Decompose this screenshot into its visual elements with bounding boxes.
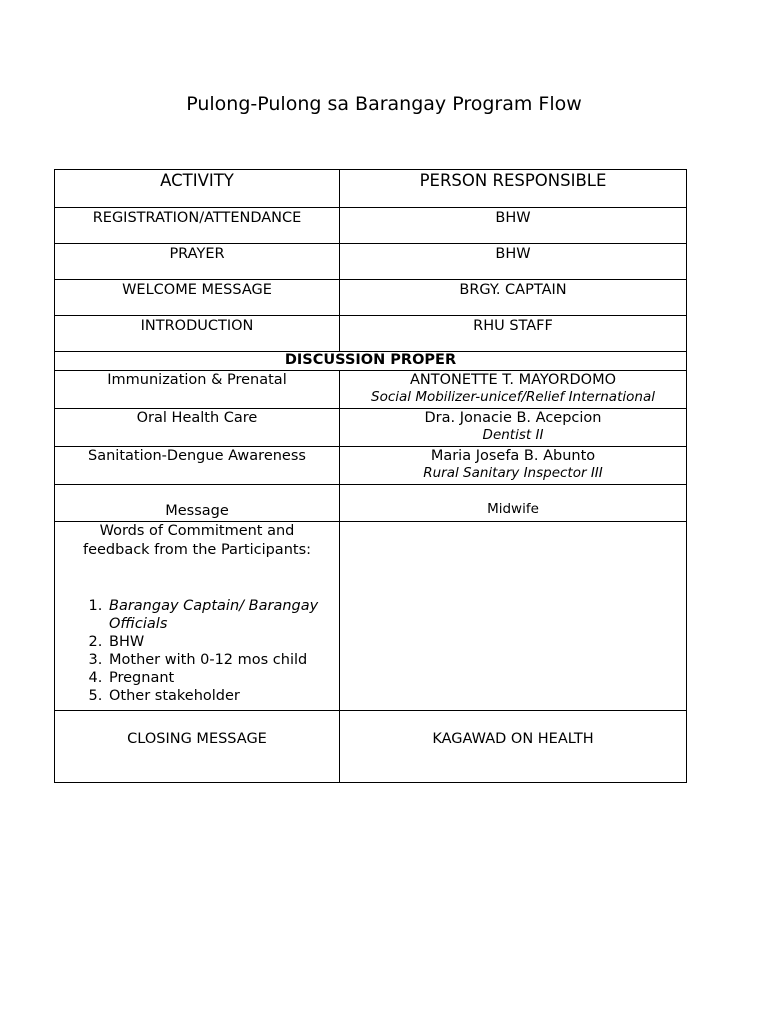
list-item: 4. Pregnant bbox=[107, 669, 339, 687]
person-name: ANTONETTE T. MAYORDOMO bbox=[410, 372, 616, 388]
activity-cell: CLOSING MESSAGE bbox=[55, 711, 340, 783]
table-row bbox=[55, 280, 687, 316]
section-row bbox=[55, 352, 687, 371]
participant-list bbox=[55, 597, 339, 705]
table-row bbox=[55, 371, 687, 409]
table-row bbox=[55, 485, 687, 522]
list-item: 3. Mother with 0-12 mos child bbox=[107, 651, 339, 669]
commitment-heading-line2: feedback from the Participants: bbox=[82, 542, 312, 558]
person-role: Rural Sanitary Inspector III bbox=[423, 465, 603, 481]
header-activity: ACTIVITY bbox=[55, 170, 340, 208]
person-cell: BHW bbox=[340, 244, 687, 280]
person-cell: BHW bbox=[340, 208, 687, 244]
table-row bbox=[55, 208, 687, 244]
activity-cell: REGISTRATION/ATTENDANCE bbox=[55, 208, 340, 244]
person-cell bbox=[340, 409, 687, 447]
message-label: Message bbox=[165, 503, 229, 519]
table-row bbox=[55, 447, 687, 485]
commitment-row bbox=[55, 522, 687, 711]
person-role: Social Mobilizer-unicef/Relief International bbox=[371, 389, 655, 405]
person-cell: BRGY. CAPTAIN bbox=[340, 280, 687, 316]
table-row bbox=[55, 409, 687, 447]
activity-cell: Sanitation-Dengue Awareness bbox=[55, 447, 340, 485]
commitment-cell bbox=[55, 522, 340, 711]
activity-cell: WELCOME MESSAGE bbox=[55, 280, 340, 316]
person-cell: RHU STAFF bbox=[340, 316, 687, 352]
activity-cell: PRAYER bbox=[55, 244, 340, 280]
program-flow-table bbox=[54, 169, 687, 783]
person-cell bbox=[340, 485, 687, 522]
person-cell bbox=[340, 371, 687, 409]
table-row bbox=[55, 711, 687, 783]
list-item: 1. Barangay Captain/ Barangay Officials bbox=[107, 597, 339, 633]
page-title: Pulong-Pulong sa Barangay Program Flow bbox=[186, 93, 582, 115]
table-row bbox=[55, 316, 687, 352]
header-person-responsible: PERSON RESPONSIBLE bbox=[340, 170, 687, 208]
message-person: Midwife bbox=[487, 501, 539, 517]
table-row bbox=[55, 244, 687, 280]
section-heading: DISCUSSION PROPER bbox=[55, 352, 687, 371]
activity-cell bbox=[55, 485, 340, 522]
list-item: 5. Other stakeholder bbox=[107, 687, 339, 705]
activity-cell: Oral Health Care bbox=[55, 409, 340, 447]
person-name: Maria Josefa B. Abunto bbox=[430, 448, 596, 464]
activity-cell: Immunization & Prenatal bbox=[55, 371, 340, 409]
activity-cell: INTRODUCTION bbox=[55, 316, 340, 352]
person-name: Dra. Jonacie B. Acepcion bbox=[424, 410, 602, 426]
commitment-person-cell bbox=[340, 522, 687, 711]
table-header-row bbox=[55, 170, 687, 208]
person-cell bbox=[340, 447, 687, 485]
person-role: Dentist II bbox=[482, 427, 544, 443]
commitment-heading-line1: Words of Commitment and bbox=[99, 523, 295, 539]
person-cell: KAGAWAD ON HEALTH bbox=[340, 711, 687, 783]
list-item: 2. BHW bbox=[107, 633, 339, 651]
